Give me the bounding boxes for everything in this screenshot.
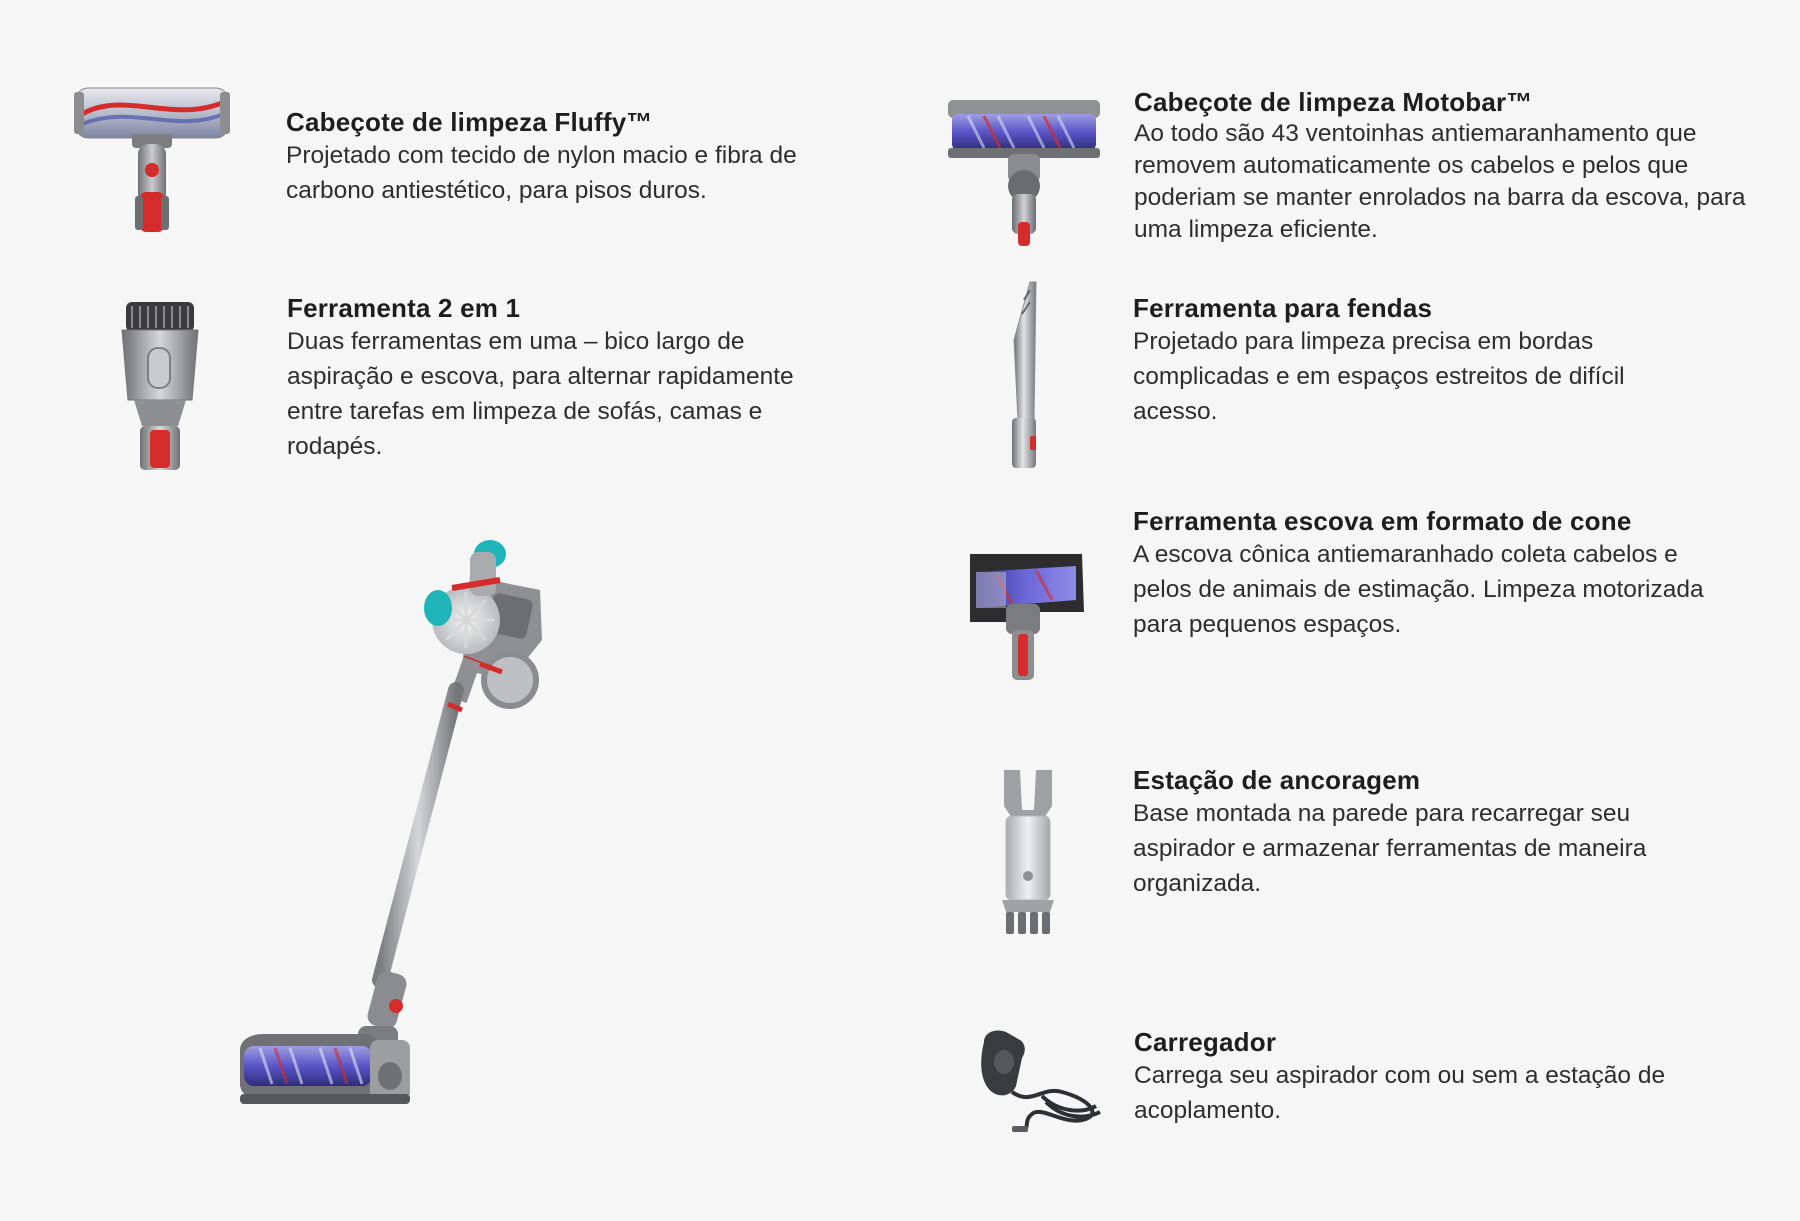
accessory-title: Cabeçote de limpeza Fluffy™ xyxy=(286,107,653,137)
accessory-description: Projetado para limpeza precisa em bordas complicadas e em espaços estreitos de difícil acesso. xyxy=(1133,328,1625,425)
accessory-description: Duas ferramentas em uma – bico largo de aspiração e escova, para alternar rapidamente entre tarefas em limpeza de sofás, camas e rodapés. xyxy=(287,328,794,460)
cone-brush-tool-icon xyxy=(966,552,1086,682)
crevice-tool-icon xyxy=(1004,280,1044,470)
accessory-description: Ao todo são 43 ventoinhas antiemaranhamento que removem automaticamente os cabelos e pelos que poderiam se manter enrolados na barra da escova, para uma limpeza eficiente. xyxy=(1134,120,1746,243)
docking-station-icon xyxy=(998,766,1058,936)
accessory-description: Carrega seu aspirador com ou sem a estação de acoplamento. xyxy=(1134,1062,1666,1124)
accessory-title: Ferramenta para fendas xyxy=(1133,293,1433,323)
accessory-description: Base montada na parede para recarregar seu aspirador e armazenar ferramentas de maneira organizada. xyxy=(1133,800,1647,897)
accessory-title: Ferramenta 2 em 1 xyxy=(287,293,521,323)
fluffy-head-icon xyxy=(74,84,232,236)
accessory-description: Projetado com tecido de nylon macio e fibra de carbono antiestético, para pisos duros. xyxy=(286,142,797,204)
accessory-title: Estação de ancoragem xyxy=(1133,765,1421,795)
charger-icon xyxy=(972,1026,1112,1136)
combination-tool-icon xyxy=(120,300,200,472)
motobar-head-icon xyxy=(948,98,1100,250)
accessory-title: Ferramenta escova em formato de cone xyxy=(1133,506,1632,536)
accessory-title: Cabeçote de limpeza Motobar™ xyxy=(1134,87,1533,117)
accessory-description: A escova cônica antiemaranhado coleta cabelos e pelos de animais de estimação. Limpeza motorizada para pequenos espaços. xyxy=(1133,541,1704,638)
accessory-title: Carregador xyxy=(1134,1027,1277,1057)
stick-vacuum-icon xyxy=(240,540,610,1130)
